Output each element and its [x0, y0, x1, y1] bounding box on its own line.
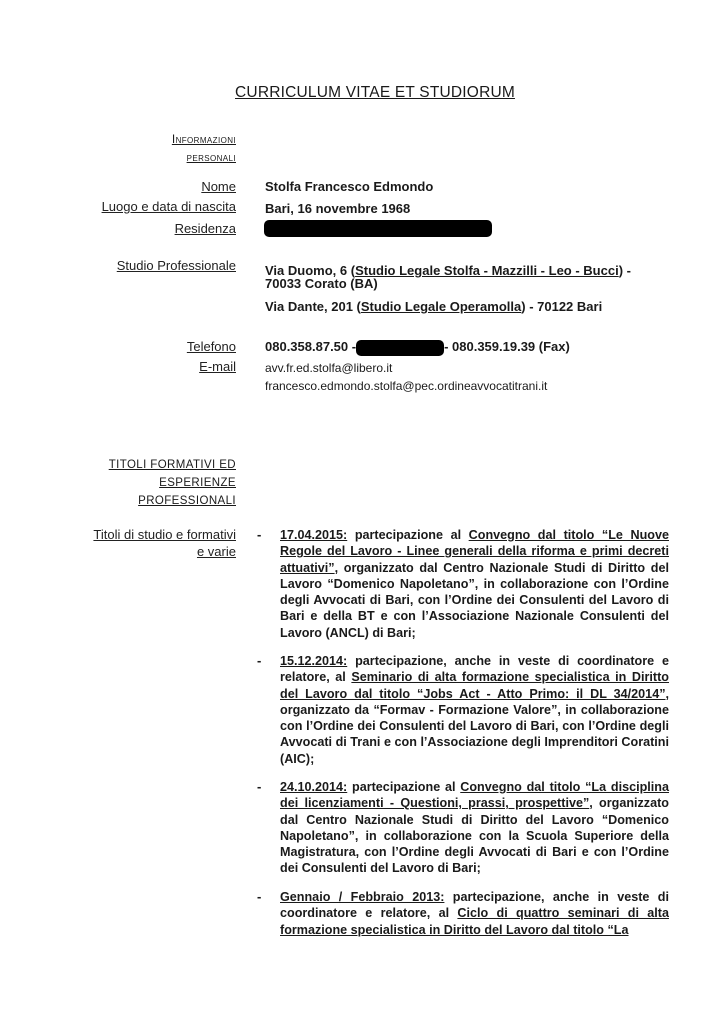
entry-3-event: Convegno dal titolo “La disciplina dei licenziamenti - Questioni, prassi, prospettive” [280, 780, 669, 811]
entry-4-event: Ciclo di quattro seminari di alta formazione specialistica in Diritto del Lavoro dal titolo “La [280, 906, 669, 937]
studio-line3-suffix: ) - 70122 Bari [521, 299, 603, 314]
entry-3-text-a: partecipazione al [347, 780, 461, 794]
entry-1 [280, 527, 669, 641]
birth-label: Luogo e data di nascita [101, 199, 236, 214]
entry-4-dash: - [257, 889, 262, 904]
email-label: E-mail [199, 359, 236, 374]
studio-line3-name: Studio Legale Operamolla [360, 299, 522, 314]
section-titles-line1: TITOLI FORMATIVI ED [108, 459, 236, 471]
entry-1-text-a: partecipazione al [347, 528, 469, 542]
entry-4-date: Gennaio / Febbraio 2013: [280, 890, 445, 904]
name-value: Stolfa Francesco Edmondo [265, 179, 434, 194]
entry-3 [280, 779, 669, 877]
entry-1-date: 17.04.2015: [280, 528, 348, 542]
phone-value [265, 337, 685, 357]
studio-label: Studio Professionale [116, 258, 236, 273]
section-titles-line3: PROFESSIONALI [138, 495, 236, 507]
studies-label-line1: Titoli di studio e formativi [93, 527, 236, 542]
entry-2-event: Seminario di alta formazione specialistica in Diritto del Lavoro dal titolo “Jobs Act - Atto Primo: il DL 34/2014” [280, 670, 669, 701]
birth-value: Bari, 16 novembre 1968 [265, 201, 411, 216]
section-titles-heading [109, 456, 236, 510]
residence-redaction [264, 220, 492, 238]
studio-line3 [265, 297, 602, 317]
document-title: CURRICULUM VITAE ET STUDIORUM [235, 84, 515, 101]
name-label: Nome [201, 179, 236, 194]
phone-label: Telefono [186, 339, 236, 354]
entry-1-dash: - [257, 527, 262, 542]
studies-label [93, 526, 236, 560]
entry-3-date: 24.10.2014: [280, 780, 348, 794]
section-titles-line2: ESPERIENZE [159, 477, 236, 489]
entry-1-text-b: , organizzato dal Centro Nazionale Studi di Diritto del Lavoro “Domenico Napoletano”, in collaborazione con l’Ordine degli Avvocati di Bari, con l’Ordine dei Consulenti del Lavoro di Bari e della BT e con l’Associazione Nazionale Consulenti del Lavoro (ANCL) di Bari; [280, 560, 669, 640]
phone-redaction [356, 340, 444, 356]
studio-line1-name: Studio Legale Stolfa - Mazzilli - Leo - Bucci [355, 263, 619, 278]
residence-label: Residenza [174, 221, 236, 236]
entry-2-text-a: partecipazione, anche in veste di coordinatore e relatore, al [280, 654, 669, 685]
entry-3-text-b: , organizzato dal Centro Nazionale Studi di Diritto del Lavoro “Domenico Napoletano”, in collaborazione con la Scuola Superiore della Magistratura, con l’Ordine degli Avvocati di Bari e con l’Ordine dei Consulenti del Lavoro di Bari; [280, 796, 669, 876]
email-1[interactable]: avv.fr.ed.stolfa@libero.it [265, 361, 393, 375]
email-2[interactable]: francesco.edmondo.stolfa@pec.ordineavvocatitrani.it [265, 379, 548, 393]
entry-3-dash: - [257, 779, 262, 794]
redaction-block [264, 220, 492, 237]
studio-line1-prefix: Via Duomo, 6 ( [265, 263, 356, 278]
section-personal-line2: personali [186, 150, 236, 164]
fax-number: - 080.359.19.39 (Fax) [444, 339, 570, 354]
entry-4 [280, 889, 669, 939]
phone-number: 080.358.87.50 - [265, 339, 357, 354]
entry-2-text-b: , organizzato da “Formav - Formazione Valore”, in collaborazione con l’Ordine dei Consulenti del Lavoro di Bari, con l’Ordine degli Avvocati di Trani e con l’Associazione degli Imprenditori Coratini (AIC); [280, 686, 669, 766]
studio-line2: 70033 Corato (BA) [265, 276, 378, 291]
entry-4-text-a: partecipazione, anche in veste di coordinatore e relatore, al [280, 890, 669, 921]
entry-2-dash: - [257, 653, 262, 668]
studies-label-line2: e varie [196, 544, 236, 559]
section-personal-line1: Informazioni [171, 132, 236, 146]
studio-line1-suffix: ) - [618, 263, 631, 278]
entry-1-event: Convegno dal titolo “Le Nuove Regole del Lavoro - Linee generali della riforma e primi decreti attuativi” [280, 528, 669, 575]
section-personal-heading [172, 130, 236, 166]
studio-line3-prefix: Via Dante, 201 ( [265, 299, 361, 314]
entry-2-date: 15.12.2014: [280, 654, 348, 668]
entry-2 [280, 653, 669, 767]
